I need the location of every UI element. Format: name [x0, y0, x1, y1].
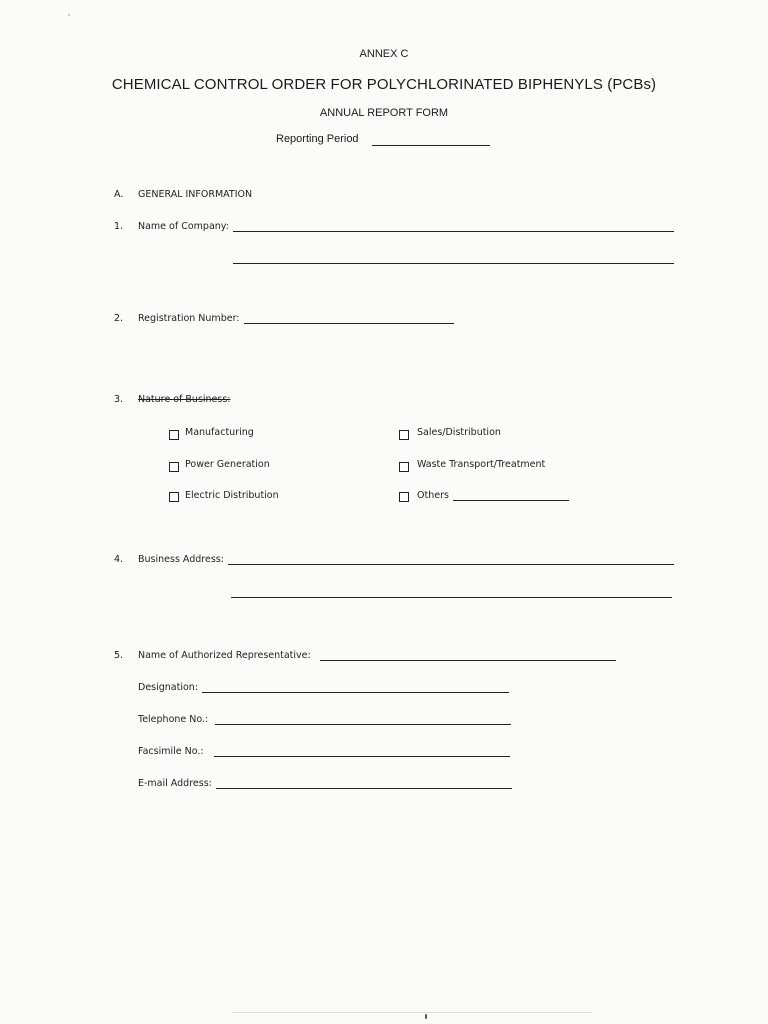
item-1-number: 1. [114, 221, 124, 232]
reporting-period-label: Reporting Period [276, 133, 359, 145]
form-title: CHEMICAL CONTROL ORDER FOR POLYCHLORINATED BIPHENYLS (PCBs) [111, 76, 657, 93]
facsimile-label: Facsimile No.: [138, 746, 204, 757]
designation-label: Designation: [138, 682, 199, 693]
company-name-label: Name of Company: [138, 221, 229, 232]
business-address-field-line-2[interactable] [231, 597, 672, 598]
manufacturing-checkbox[interactable] [169, 430, 179, 440]
business-address-field[interactable] [228, 564, 674, 565]
company-name-field-line-2[interactable] [233, 263, 674, 264]
item-2-number: 2. [114, 313, 124, 324]
item-5-number: 5. [114, 650, 124, 661]
others-checkbox[interactable] [399, 492, 409, 502]
email-label: E-mail Address: [138, 778, 212, 789]
sales-distribution-label: Sales/Distribution [417, 427, 501, 438]
email-field[interactable] [216, 788, 512, 789]
power-generation-label: Power Generation [185, 459, 270, 470]
representative-name-field[interactable] [320, 660, 616, 661]
sales-distribution-checkbox[interactable] [399, 430, 409, 440]
electric-distribution-checkbox[interactable] [169, 492, 179, 502]
business-address-label: Business Address: [138, 554, 224, 565]
item-3-number: 3. [114, 394, 124, 405]
nature-of-business-label: Nature of Business: [138, 394, 231, 405]
scan-speck [68, 14, 70, 16]
electric-distribution-label: Electric Distribution [185, 490, 279, 501]
annex-label: ANNEX C [359, 48, 409, 60]
facsimile-field[interactable] [214, 756, 510, 757]
waste-transport-checkbox[interactable] [399, 462, 409, 472]
company-name-field[interactable] [233, 231, 674, 232]
others-label: Others [417, 490, 449, 501]
others-specify-field[interactable] [453, 500, 569, 501]
registration-number-field[interactable] [244, 323, 454, 324]
section-a-letter: A. [114, 189, 124, 200]
manufacturing-label: Manufacturing [185, 427, 254, 438]
representative-name-label: Name of Authorized Representative: [138, 650, 311, 661]
telephone-label: Telephone No.: [138, 714, 209, 725]
scan-edge-line [232, 1012, 592, 1013]
section-a-title: GENERAL INFORMATION [138, 189, 253, 200]
item-4-number: 4. [114, 554, 124, 565]
telephone-field[interactable] [215, 724, 511, 725]
scan-speck [425, 1014, 427, 1019]
registration-number-label: Registration Number: [138, 313, 240, 324]
reporting-period-field[interactable] [372, 145, 490, 146]
waste-transport-label: Waste Transport/Treatment [417, 459, 546, 470]
designation-field[interactable] [202, 692, 509, 693]
form-subtitle: ANNUAL REPORT FORM [319, 107, 449, 119]
power-generation-checkbox[interactable] [169, 462, 179, 472]
